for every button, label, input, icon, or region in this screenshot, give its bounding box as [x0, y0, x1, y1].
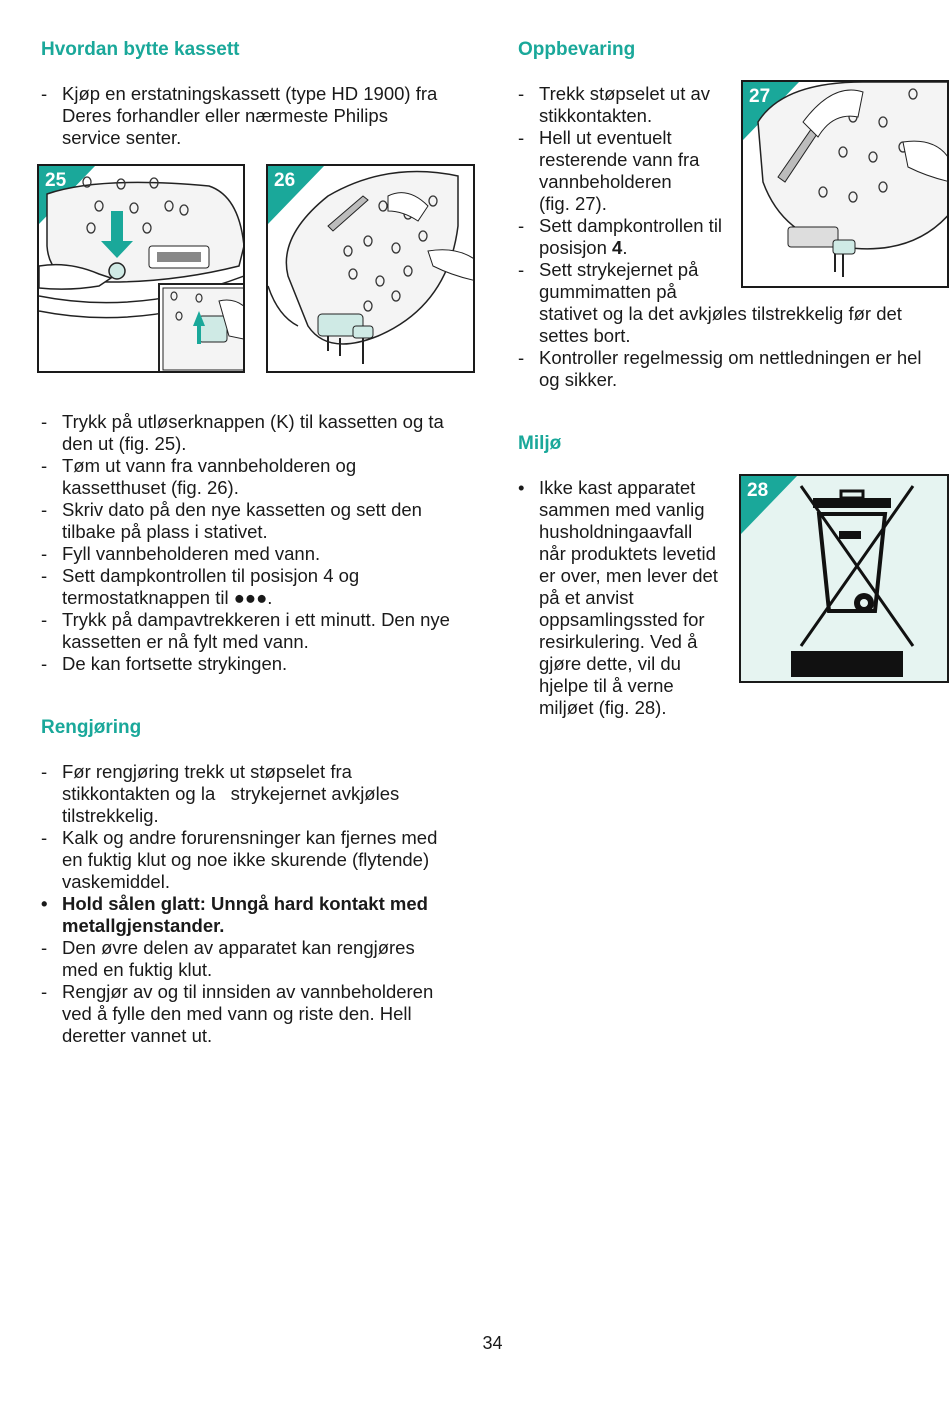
iron-emptying-illustration	[268, 166, 475, 373]
figure-26	[266, 164, 475, 373]
dash-marker: -	[41, 565, 48, 586]
dash-marker: -	[518, 83, 525, 104]
cleaning-steps-list	[41, 761, 486, 1047]
figure-28	[739, 474, 949, 683]
storage-steps-list	[518, 83, 943, 391]
dash-marker: -	[41, 455, 48, 476]
line: kassetthuset (fig. 26).	[62, 477, 239, 498]
line: tilstrekkelig.	[62, 805, 159, 826]
figure-25	[37, 164, 245, 373]
line: kassetten er nå fylt med vann.	[62, 631, 309, 652]
list-item	[41, 827, 486, 893]
line: Kontroller regelmessig om nettledningen er hel	[539, 347, 922, 368]
line: posisjon 4.	[539, 237, 628, 258]
line: vaskemiddel.	[62, 871, 170, 892]
dash-marker: -	[41, 937, 48, 958]
line: når produktets levetid	[539, 543, 716, 564]
crossed-bin-icon	[741, 476, 949, 683]
iron-base-illustration	[39, 166, 245, 373]
heading-storage: Oppbevaring	[518, 39, 636, 60]
line: Sett dampkontrollen til posisjon 4 og	[62, 565, 360, 586]
figure-number: 26	[274, 170, 296, 191]
figure-number: 25	[45, 170, 67, 191]
line: service senter.	[62, 127, 182, 148]
line: stikkontakten.	[539, 105, 653, 126]
dash-marker: -	[41, 543, 48, 564]
dash-marker: -	[41, 411, 48, 432]
line: vannbeholderen	[539, 171, 672, 192]
line: deretter vannet ut.	[62, 1025, 213, 1046]
line: stativet og la det avkjøles tilstrekkelig før det	[539, 303, 902, 324]
line: hjelpe til å verne	[539, 675, 674, 696]
figure-number: 27	[749, 86, 771, 107]
line: Kjøp en erstatningskassett (type HD 1900) fra	[62, 83, 438, 104]
line: Rengjør av og til innsiden av vannbeholderen	[62, 981, 434, 1002]
line: Sett dampkontrollen til	[539, 215, 723, 236]
line: Sett strykejernet på	[539, 259, 699, 280]
list-item	[41, 653, 486, 675]
line: resirkulering. Ved å	[539, 631, 698, 652]
dash-marker: -	[41, 499, 48, 520]
list-item	[41, 981, 486, 1047]
dash-marker: -	[518, 127, 525, 148]
line: miljøet (fig. 28).	[539, 697, 667, 718]
line: med en fuktig klut.	[62, 959, 213, 980]
list-item	[41, 761, 486, 827]
emphasis: 4	[612, 237, 623, 258]
line: Kalk og andre forurensninger kan fjernes med	[62, 827, 438, 848]
line: sammen med vanlig	[539, 499, 705, 520]
line: Trykk på dampavtrekkeren i ett minutt. Den nye	[62, 609, 450, 630]
bullet-marker: •	[518, 477, 525, 498]
list-item	[518, 259, 943, 347]
list-item	[41, 543, 486, 565]
figure-number: 28	[747, 480, 769, 501]
line: Deres forhandler eller nærmeste Philips	[62, 105, 388, 126]
list-item	[518, 83, 943, 127]
line: oppsamlingssted for	[539, 609, 705, 630]
line: og sikker.	[539, 369, 618, 390]
dash-marker: -	[41, 83, 48, 104]
page-number: 34	[482, 1333, 503, 1353]
dash-marker: -	[41, 653, 48, 674]
line: husholdningaavfall	[539, 521, 693, 542]
dash-marker: -	[41, 761, 48, 782]
line: ved å fylle den med vann og riste den. Hell	[62, 1003, 412, 1024]
line: gjøre dette, vil du	[539, 653, 681, 674]
list-item	[41, 411, 486, 455]
line: er over, men lever det	[539, 565, 718, 586]
heading-environment: Miljø	[518, 433, 562, 454]
line: en fuktig klut og noe ikke skurende (flytende)	[62, 849, 430, 870]
line: Trykk på utløserknappen (K) til kassetten og ta	[62, 411, 444, 432]
bullet-marker: •	[41, 893, 48, 914]
line: Fyll vannbeholderen med vann.	[62, 543, 321, 564]
list-item	[41, 937, 486, 981]
dash-marker: -	[41, 981, 48, 1002]
line: Ikke kast apparatet	[539, 477, 696, 498]
list-item-bold	[41, 893, 486, 937]
line: Før rengjøring trekk ut støpselet fra	[62, 761, 352, 782]
dash-marker: -	[41, 609, 48, 630]
line: settes bort.	[539, 325, 631, 346]
environment-list	[518, 477, 733, 719]
heading-cleaning: Rengjøring	[41, 717, 142, 738]
list-item	[41, 83, 486, 149]
dash-marker: -	[518, 259, 525, 280]
list-item	[41, 565, 486, 609]
heading-replace-cartridge: Hvordan bytte kassett	[41, 39, 240, 60]
line: den ut (fig. 25).	[62, 433, 187, 454]
line: Den øvre delen av apparatet kan rengjøres	[62, 937, 415, 958]
line: Trekk støpselet ut av	[539, 83, 711, 104]
line: Hold sålen glatt: Unngå hard kontakt med	[62, 893, 428, 914]
replace-intro-list	[41, 83, 486, 149]
dash-marker: -	[518, 347, 525, 368]
line: metallgjenstander.	[62, 915, 225, 936]
line: (fig. 27).	[539, 193, 607, 214]
replace-steps-list	[41, 411, 486, 675]
list-item	[518, 347, 943, 391]
line: gummimatten på	[539, 281, 677, 302]
dash-marker: -	[41, 827, 48, 848]
list-item	[518, 215, 943, 259]
line: tilbake på plass i stativet.	[62, 521, 268, 542]
line: termostatknappen til ●●●.	[62, 587, 273, 608]
list-item	[41, 455, 486, 499]
line: Skriv dato på den nye kassetten og sett den	[62, 499, 422, 520]
list-item	[518, 477, 733, 719]
dash-marker: -	[518, 215, 525, 236]
line: Hell ut eventuelt	[539, 127, 672, 148]
list-item	[518, 127, 943, 215]
line: stikkontakten og la strykejernet avkjøles	[62, 783, 400, 804]
line: Tøm ut vann fra vannbeholderen og	[62, 455, 357, 476]
line: De kan fortsette strykingen.	[62, 653, 288, 674]
line: resterende vann fra	[539, 149, 700, 170]
list-item	[41, 609, 486, 653]
line: på et anvist	[539, 587, 634, 608]
list-item	[41, 499, 486, 543]
